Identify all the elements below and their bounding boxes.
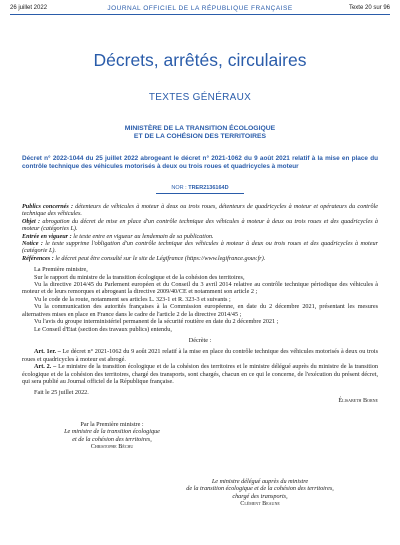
section-title: Décrets, arrêtés, circulaires (93, 50, 307, 70)
summary-notice (22, 240, 378, 255)
minister-2-name: Clément Beaune (240, 500, 280, 508)
article-1 (22, 348, 378, 363)
summary-references (22, 255, 378, 262)
article-1-label: Art. 1er. – (34, 348, 61, 356)
summary-block (22, 203, 378, 262)
refs-label: Références : (22, 254, 54, 262)
minister-2-signature-block (160, 478, 360, 508)
notice-label: Notice : (22, 240, 43, 248)
preamble-line: Vu le code de la route, notamment ses articles L. 323-1 et R. 323-3 et suivants ; (34, 295, 231, 303)
header-rule (10, 14, 390, 15)
minister-2-title-2: de la transition écologique et de la cohésion des territoires, (186, 485, 334, 493)
preamble-line: La Première ministre, (34, 266, 88, 274)
preamble-line: Sur le rapport du ministre de la transition écologique et de la cohésion des territoires, (34, 273, 245, 281)
nor-code: TRER2136164D (188, 185, 229, 191)
minister-1-title-2: et de la cohésion des territoires, (72, 435, 152, 443)
par-la-premiere-ministre: Par la Première ministre : (80, 421, 144, 428)
objet-label: Objet : (22, 217, 41, 225)
preamble-line: Vu la directive 2014/45 du Parlement européen et du Conseil du 3 avril 2014 relative au contrôle technique périodique des véhicules à moteur et de leurs remorques et abrogeant la directive 2009/40/CE et notamment son article 2 ; (22, 281, 378, 296)
notice-text: le texte supprime l'obligation d'un contrôle technique des véhicules à moteur à deux ou trois roues et des quadricycles à moteur (catégorie L). (22, 240, 378, 255)
header-journal-name: JOURNAL OFFICIEL DE LA RÉPUBLIQUE FRANÇAISE (107, 5, 293, 12)
prime-minister-signature: Élisabeth Borne (338, 396, 378, 404)
header-date: 26 juillet 2022 (10, 5, 48, 11)
decrete-heading: Décrète : (188, 336, 212, 344)
preamble-line: Le Conseil d'Etat (section des travaux publics) entendu, (34, 325, 172, 333)
article-1-text: Le décret n° 2021-1062 du 9 août 2021 relatif à la mise en place du contrôle technique des véhicules motorisés à deux ou trois roues et quadricycles à moteur est abrogé. (22, 348, 378, 363)
publics-text: détenteurs de véhicules à moteur à deux ou trois roues, détenteurs de quadricycles à moteur et opérateurs du contrôle technique des véhicules. (22, 203, 378, 218)
minister-2-title-3: chargé des transports, (232, 492, 288, 500)
article-2-text: Le ministre de la transition écologique et de la cohésion des territoires et le ministre délégué auprès du ministre de la transition écologique et de la cohésion des territoires, chargé des transports, sont chargés, chacun en ce qui le concerne, de l'exécution du présent décret, qui sera publié au Journal officiel de la République française. (22, 363, 379, 385)
article-2 (22, 363, 378, 385)
publics-label: Publics concernés : (22, 203, 74, 210)
nor-reference (0, 185, 400, 191)
minister-1-name: Christophe Béchu (90, 443, 134, 451)
summary-entree (22, 233, 378, 240)
decree-title: Décret n° 2022-1044 du 25 juillet 2022 abrogeant le décret n° 2021-1062 du 9 août 2021 relatif à la mise en place du contrôle technique des véhicules motorisés à deux ou trois roues et quadricycles à moteur (22, 155, 378, 170)
nor-label: NOR : (171, 185, 187, 191)
header-text-number: Texte 20 sur 96 (348, 5, 390, 11)
section-subtitle: TEXTES GÉNÉRAUX (148, 92, 252, 103)
summary-objet (22, 218, 378, 233)
nor-rule (156, 193, 244, 194)
objet-text: abrogation du décret de mise en place d'un contrôle technique des véhicules à moteur à deux ou trois roues et des quadricycles à moteur (catégories L). (22, 217, 378, 233)
preamble-line: Vu l'avis du groupe interministériel permanent de la sécurité routière en date du 2 décembre 2021 ; (34, 318, 279, 326)
minister-1-title-1: Le ministre de la transition écologique (64, 428, 160, 436)
article-2-label: Art. 2. – (34, 363, 57, 371)
done-date: Fait le 25 juillet 2022. (34, 389, 89, 397)
preamble-line: Vu la communication des autorités françaises à la Commission européenne, en date du 2 décembre 2021, présentant les mesures alternatives mises en place en France dans le cadre de l'article 2 de la directive 2014/45 ; (22, 303, 378, 318)
summary-publics (22, 203, 378, 218)
entree-label: Entrée en vigueur : (22, 232, 72, 240)
entree-text: le texte entre en vigueur au lendemain de sa publication. (71, 232, 214, 240)
refs-text: le décret peut être consulté sur le site de Légifrance (https://www.legifrance.gouv.fr). (53, 254, 266, 262)
ministry-line-2: ET DE LA COHÉSION DES TERRITOIRES (133, 133, 267, 140)
ministry-line-1: MINISTÈRE DE LA TRANSITION ÉCOLOGIQUE (124, 125, 276, 132)
ministry-heading (0, 125, 400, 141)
decree-body (22, 203, 378, 404)
minister-2-title-1: Le ministre délégué auprès du ministre (211, 478, 309, 485)
minister-1-signature-block (22, 421, 202, 451)
